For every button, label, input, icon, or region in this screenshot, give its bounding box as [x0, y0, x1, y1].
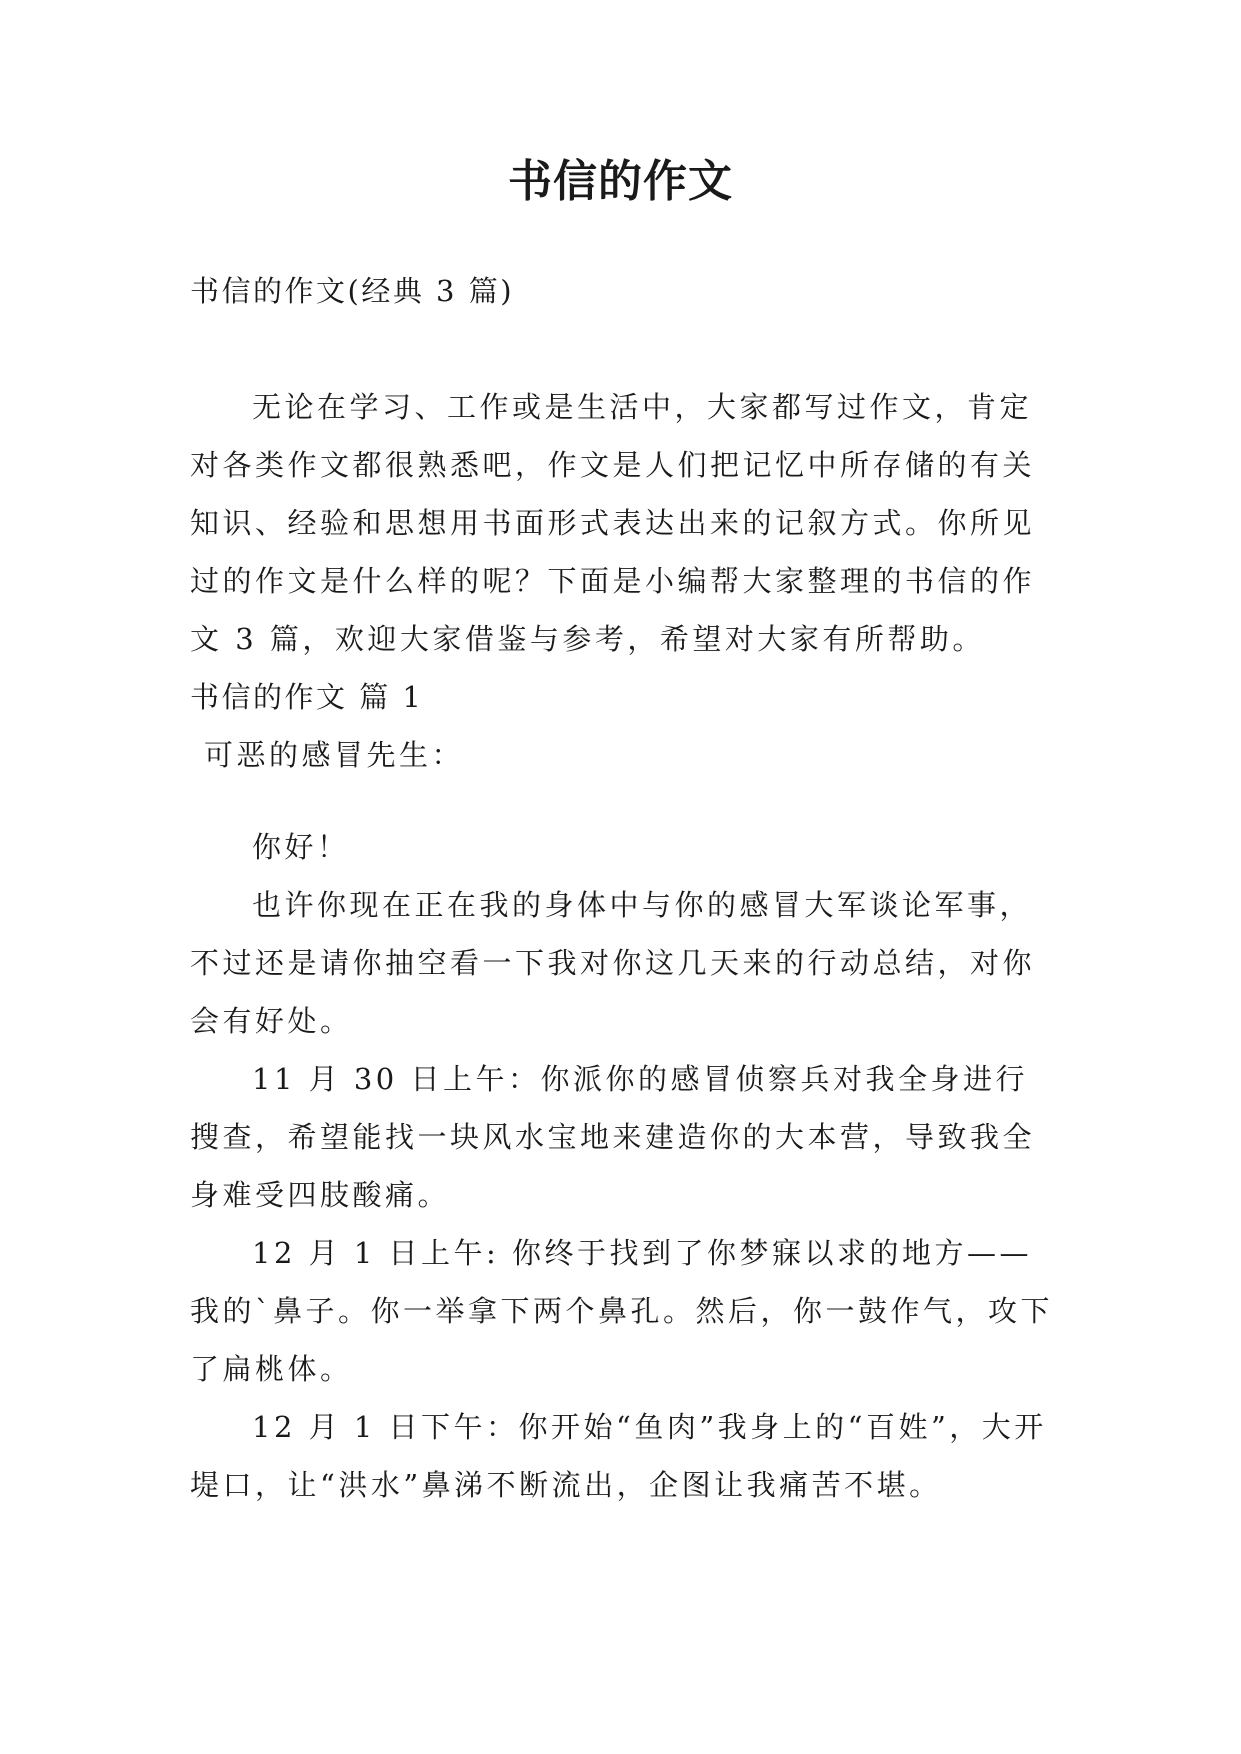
document-subtitle: 书信的作文(经典 3 篇) — [190, 274, 515, 308]
document-title: 书信的作文 — [508, 156, 733, 207]
blank-line — [190, 784, 1060, 818]
letter-paragraph: 12 月 1 日上午: 你终于找到了你梦寐以求的地方——我的`鼻子。你一举拿下两个鼻孔。然后，你一鼓作气，攻下了扁桃体。 — [190, 1236, 1054, 1386]
intro-paragraph: 无论在学习、工作或是生活中，大家都写过作文，肯定对各类作文都很熟悉吧，作文是人们把记忆中所存储的有关知识、经验和思想用书面形式表达出来的记叙方式。你所见过的作文是什么样的呢？下面是小编帮大家整理的书信的作文 3 篇，欢迎大家借鉴与参考，希望对大家有所帮助。 — [190, 390, 1036, 656]
letter-paragraph: 12 月 1 日下午：你开始“鱼肉”我身上的“百姓”，大开堤口，让“洪水”鼻涕不断流出，企图让我痛苦不堪。 — [190, 1410, 1047, 1502]
letter-paragraph: 也许你现在正在我的身体中与你的感冒大军谈论军事，不过还是请你抽空看一下我对你这几天来的行动总结，对你会有好处。 — [190, 888, 1036, 1038]
letter-salutation: 可恶的感冒先生： — [204, 738, 465, 772]
letter-greeting: 你好！ — [252, 830, 350, 864]
blank-line — [190, 320, 1060, 378]
letter-paragraph: 11 月 30 日上午：你派你的感冒侦察兵对我全身进行搜查，希望能找一块风水宝地来建造你的大本营，导致我全身难受四肢酸痛。 — [190, 1062, 1036, 1212]
document-body — [190, 262, 1060, 1514]
section-heading: 书信的作文 篇 1 — [190, 680, 424, 714]
